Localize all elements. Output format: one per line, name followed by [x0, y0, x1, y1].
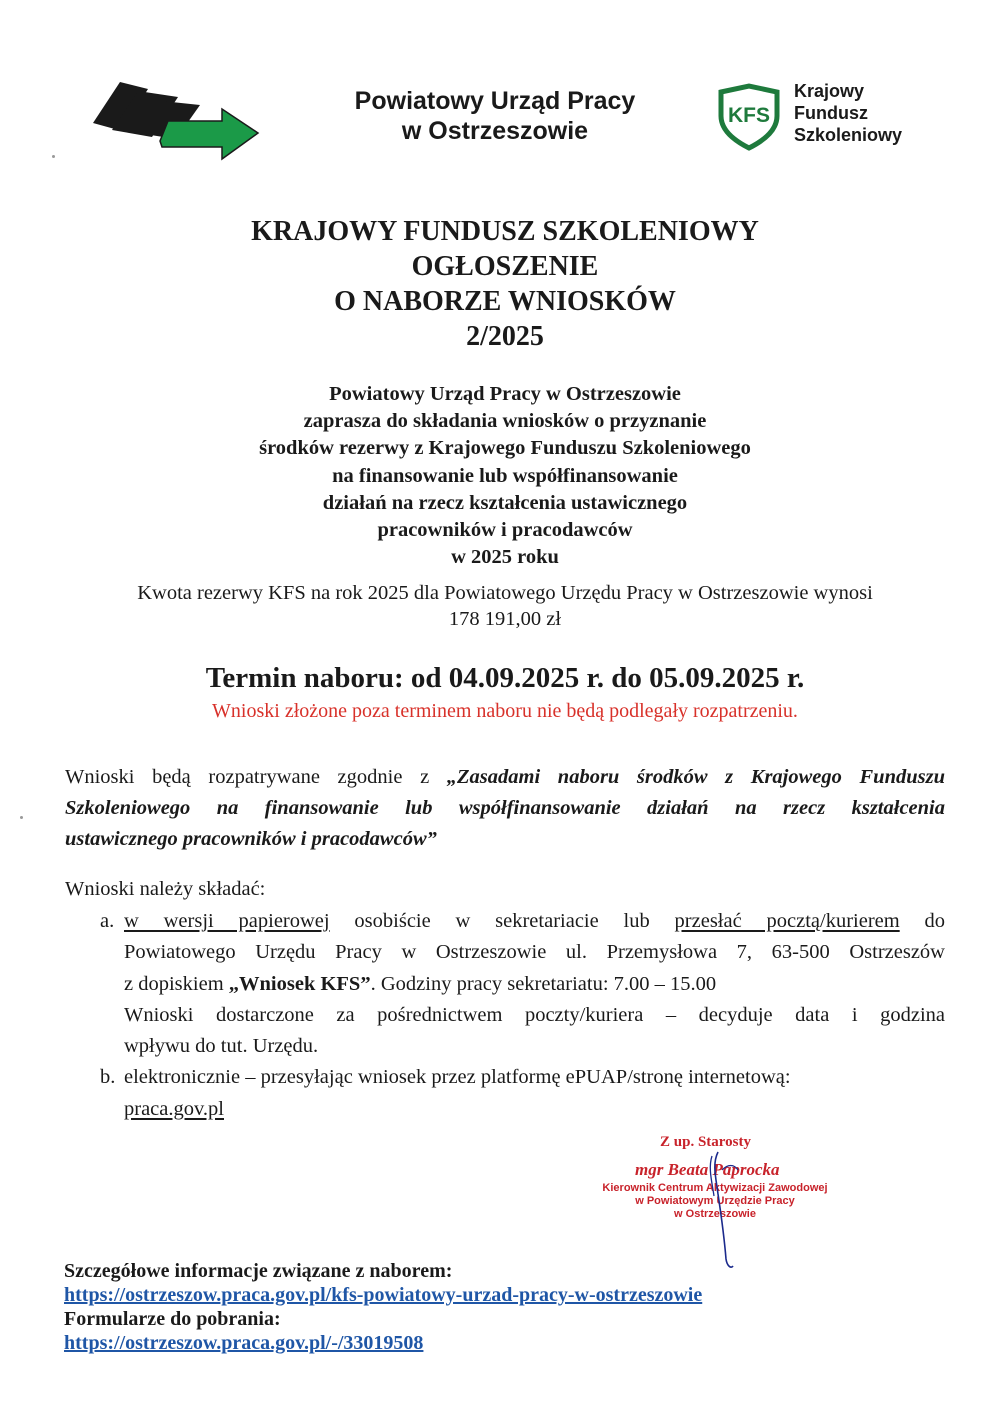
list-marker: a.	[100, 910, 115, 932]
paper-version-text: w wersji papierowej	[124, 910, 330, 932]
list-item-paper: a. w wersji papierowej osobiście w sekretariacie lub przesłać pocztą/kurierem do Powiatowego Urzędu Pracy w Ostrzeszowie ul. Przemysłowa 7, 63-500 Ostrzeszów z dopiskiem „Wniosek KFS”. Godziny pracy sekretariatu: 7.00 – 15.00 Wnioski dostarczone za pośrednictwem poczty/kuriera – decyduje data i godzina wpływu do tut. Urzędu.	[100, 906, 945, 1062]
invitation-line: działań na rzecz kształcenia ustawicznego	[322, 491, 688, 514]
footer-info	[64, 1259, 702, 1355]
forms-link[interactable]: https://ostrzeszow.praca.gov.pl/-/33019508	[64, 1332, 424, 1354]
scan-speck	[20, 816, 23, 819]
invitation-line: zaprasza do składania wniosków o przyznanie	[303, 410, 707, 433]
details-link[interactable]: https://ostrzeszow.praca.gov.pl/kfs-powiatowy-urzad-pracy-w-ostrzeszowie	[64, 1284, 703, 1306]
office-name	[320, 86, 670, 146]
submission-intro: Wnioski należy składać:	[65, 878, 266, 900]
submission-list	[100, 906, 945, 1125]
signature-stamp	[600, 1134, 840, 1274]
title-line4: 2/2025	[466, 321, 544, 352]
invitation-line: środków rezerwy z Krajowego Funduszu Szkoleniowego	[259, 437, 751, 460]
title-line2: OGŁOSZENIE	[411, 251, 599, 282]
rules-prefix: Wnioski będą rozpatrywane zgodnie z	[65, 766, 447, 788]
office-hours: . Godziny pracy sekretariatu: 7.00 – 15.00	[370, 972, 717, 995]
invitation-line: pracowników i pracodawców	[377, 519, 633, 542]
deadline-warning: Wnioski złożone poza terminem naboru nie będą podlegały rozpatrzeniu.	[212, 700, 798, 722]
praca-gov-link[interactable]: praca.gov.pl	[124, 1097, 224, 1120]
invitation-line: na finansowanie lub współfinansowanie	[332, 464, 678, 487]
kfs-logo-text: KFS	[728, 104, 770, 127]
kfs-shield-logo-icon	[715, 82, 785, 152]
signature-name: mgr Beata Paprocka	[635, 1160, 780, 1179]
rules-title-part1: „Zasadami naboru środków z Krajowego Funduszu	[446, 766, 945, 788]
amount-line1: Kwota rezerwy KFS na rok 2025 dla Powiatowego Urzędu Pracy w Ostrzeszowie wynosi	[137, 582, 873, 604]
invitation-text	[0, 381, 1000, 571]
title-line3: O NABORZE WNIOSKÓW	[334, 286, 676, 317]
invitation-line: Powiatowy Urząd Pracy w Ostrzeszowie	[329, 383, 681, 405]
office-address: Powiatowego Urzędu Pracy w Ostrzeszowie ul. Przemysłowa 7, 63-500 Ostrzeszów	[124, 941, 945, 964]
kfs-annotation: „Wniosek KFS”	[228, 972, 371, 995]
list-item-electronic: b. elektronicznie – przesyłając wniosek przez platformę ePUAP/stronę internetową: praca.gov.pl	[100, 1062, 945, 1125]
kfs-name-line2: Fundusz	[794, 103, 868, 123]
handwritten-signature-icon	[600, 1134, 840, 1274]
pup-logo-icon	[90, 75, 260, 165]
recruitment-deadline: Termin naboru: od 04.09.2025 r. do 05.09.2025 r.	[205, 662, 805, 694]
kfs-name-line1: Krajowy	[794, 81, 865, 101]
details-label: Szczegółowe informacje związane z naborem:	[64, 1260, 453, 1282]
post-courier-text: przesłać pocztą/kurierem	[674, 910, 900, 932]
kfs-name-line3: Szkoleniowy	[794, 125, 903, 145]
signature-title: Z up. Starosty	[660, 1134, 751, 1150]
forms-label: Formularze do pobrania:	[64, 1308, 281, 1330]
amount-value: 178 191,00 zł	[448, 608, 562, 630]
kfs-name	[794, 80, 902, 146]
office-name-line2: w Ostrzeszowie	[401, 117, 589, 145]
scan-speck	[52, 155, 55, 158]
invitation-line: w 2025 roku	[451, 546, 559, 569]
rules-line3	[65, 824, 945, 855]
rules-title-part2: Szkoleniowego na finansowanie lub współfinansowanie działań na rzecz kształcenia	[65, 797, 945, 819]
office-name-line1: Powiatowy Urząd Pracy	[354, 87, 636, 115]
rules-line1	[65, 762, 945, 793]
reserve-amount	[0, 580, 1000, 632]
announcement-title	[0, 214, 1000, 354]
signature-role: Kierownik Centrum Aktywizacji Zawodowej w Powiatowym Urzędzie Pracy w Ostrzeszowie	[602, 1182, 828, 1220]
rules-line2	[65, 793, 945, 824]
rules-title-part3: ustawicznego pracowników i pracodawców”	[65, 828, 437, 850]
rules-paragraph	[65, 762, 945, 855]
list-marker: b.	[100, 1066, 116, 1089]
title-line1: KRAJOWY FUNDUSZ SZKOLENIOWY	[251, 216, 759, 247]
